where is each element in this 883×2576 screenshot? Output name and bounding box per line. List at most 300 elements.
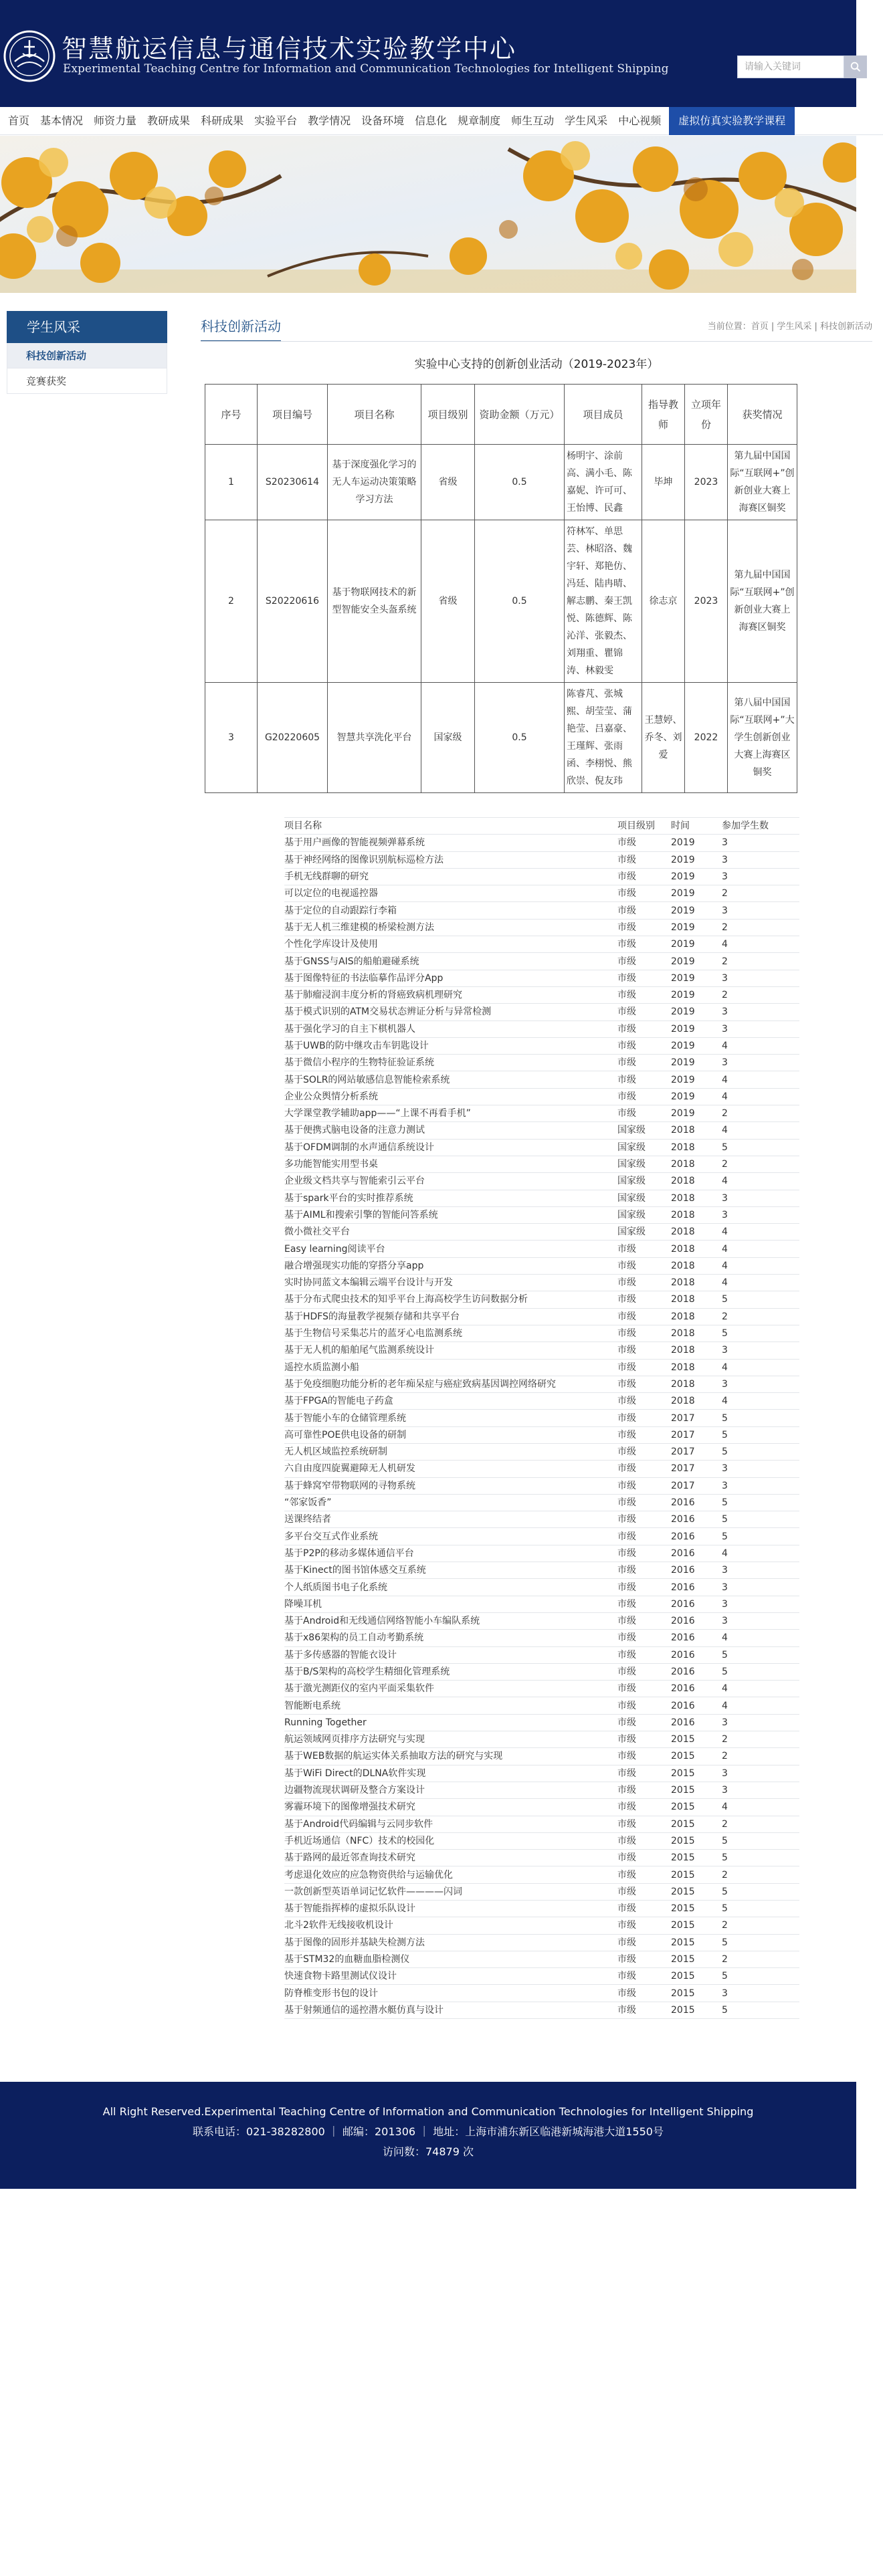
nav-item-equipment[interactable]: 设备环境: [361, 114, 405, 127]
list-project-name: 个人纸质图书电子化系统: [284, 1579, 617, 1596]
project-members: 陈睿芃、张城熙、胡莹莹、蒲艳莹、吕嘉豪、王瑾辉、张雨函、李栩悦、熊欣崇、倪友玮: [565, 683, 642, 793]
list-item: [284, 1037, 799, 1054]
list-item: [284, 1410, 799, 1426]
list-project-name: 基于UWB的防中继攻击车钥匙设计: [284, 1037, 617, 1054]
list-project-name: 基于WEB数据的航运实体关系抽取方法的研究与实现: [284, 1748, 617, 1765]
nav-item-overview[interactable]: 基本情况: [40, 114, 84, 127]
list-project-name: 基于STM32的血糖血脂检测仪: [284, 1951, 617, 1967]
row-number: 2: [205, 520, 258, 683]
list-year: 2015: [671, 1934, 722, 1951]
list-year: 2016: [671, 1646, 722, 1663]
list-year: 2018: [671, 1291, 722, 1308]
list-year: 2019: [671, 936, 722, 953]
list-project-level: 市级: [617, 1545, 671, 1562]
table-caption: 实验中心支持的创新创业活动（2019-2023年）: [414, 358, 659, 371]
project-name: 智慧共享洗化平台: [328, 683, 421, 793]
list-project-level: 市级: [617, 1004, 671, 1021]
list-col-header: 时间: [671, 818, 722, 835]
list-item: [284, 835, 799, 851]
list-project-level: 国家级: [617, 1139, 671, 1156]
list-student-count: 3: [722, 1055, 799, 1071]
nav-item-teaching-results[interactable]: 教研成果: [147, 114, 191, 127]
list-year: 2019: [671, 1037, 722, 1054]
list-student-count: 4: [722, 1071, 799, 1088]
advisor: 徐志京: [642, 520, 685, 683]
nav-item-virtual-courses[interactable]: 虚拟仿真实验教学课程: [669, 107, 795, 135]
list-project-level: 市级: [617, 1630, 671, 1646]
footer-contact: 联系电话：021-38282800 ｜ 邮编：201306 ｜ 地址：上海市浦东新区临港新城海港大道1550号: [193, 2125, 664, 2138]
list-project-name: 降噪耳机: [284, 1596, 617, 1612]
list-student-count: 5: [722, 2002, 799, 2018]
nav-item-home[interactable]: 首页: [8, 114, 30, 127]
list-item: [284, 1122, 799, 1139]
list-year: 2019: [671, 970, 722, 986]
sidebar-item-innovation[interactable]: 科技创新活动: [7, 343, 167, 368]
list-item: [284, 1816, 799, 1832]
footer-copyright: All Right Reserved.Experimental Teaching Centre of Information and Communication Technologies for Intelligent Shipping: [102, 2105, 754, 2118]
sidebar-item-awards[interactable]: 竞赛获奖: [7, 368, 167, 394]
list-project-level: 市级: [617, 1088, 671, 1105]
list-project-name: 基于神经网络的图像识别航标巡检方法: [284, 851, 617, 868]
list-item: [284, 1275, 799, 1291]
list-student-count: 3: [722, 1612, 799, 1629]
list-item: [284, 1426, 799, 1443]
list-student-count: 2: [722, 1748, 799, 1765]
list-project-level: 市级: [617, 1917, 671, 1934]
list-project-name: Easy learning阅读平台: [284, 1241, 617, 1257]
list-project-name: 基于便携式脑电设备的注意力测试: [284, 1122, 617, 1139]
list-student-count: 3: [722, 1579, 799, 1596]
table-row: [205, 445, 797, 520]
list-project-level: 市级: [617, 1055, 671, 1071]
list-project-level: 市级: [617, 1342, 671, 1359]
list-project-level: 市级: [617, 1968, 671, 1985]
list-student-count: 5: [722, 1850, 799, 1866]
list-project-name: 基于SOLR的网站敏感信息智能检索系统: [284, 1071, 617, 1088]
list-year: 2019: [671, 851, 722, 868]
list-student-count: 3: [722, 1985, 799, 2002]
list-student-count: 3: [722, 1782, 799, 1798]
col-header: 项目级别: [421, 385, 475, 445]
list-student-count: 3: [722, 1376, 799, 1392]
row-number: 3: [205, 683, 258, 793]
list-project-level: 市级: [617, 1021, 671, 1037]
list-project-name: 手机近场通信（NFC）技术的校园化: [284, 1832, 617, 1849]
list-col-header: 项目名称: [284, 818, 617, 835]
table-header-row: [205, 385, 797, 445]
list-item: [284, 902, 799, 919]
list-item: [284, 1088, 799, 1105]
list-student-count: 2: [722, 1308, 799, 1325]
list-item: [284, 1832, 799, 1849]
list-project-name: 基于分布式爬虫技术的知乎平台上海高校学生访问数据分析: [284, 1291, 617, 1308]
list-student-count: 4: [722, 1545, 799, 1562]
list-project-level: 市级: [617, 1579, 671, 1596]
list-student-count: 5: [722, 1901, 799, 1917]
list-year: 2019: [671, 1088, 722, 1105]
project-name: 基于深度强化学习的无人车运动决策策略学习方法: [328, 445, 421, 520]
list-student-count: 3: [722, 851, 799, 868]
funding-amount: 0.5: [475, 683, 565, 793]
list-item: [284, 1917, 799, 1934]
list-year: 2018: [671, 1122, 722, 1139]
list-year: 2017: [671, 1461, 722, 1477]
list-student-count: 5: [722, 1646, 799, 1663]
list-item: [284, 2002, 799, 2018]
list-project-name: 基于OFDM调制的水声通信系统设计: [284, 1139, 617, 1156]
list-student-count: 5: [722, 1511, 799, 1528]
list-project-name: Running Together: [284, 1714, 617, 1731]
list-student-count: 4: [722, 1275, 799, 1291]
search-button[interactable]: [844, 56, 867, 78]
list-project-level: 市级: [617, 1934, 671, 1951]
list-year: 2015: [671, 1866, 722, 1883]
list-project-name: 基于WiFi Direct的DLNA软件实现: [284, 1765, 617, 1782]
list-student-count: 3: [722, 835, 799, 851]
list-student-count: 5: [722, 1426, 799, 1443]
projects-table: [205, 384, 797, 793]
list-item: [284, 885, 799, 902]
page-title: 科技创新活动: [201, 316, 281, 342]
nav-item-informatization[interactable]: 信息化: [415, 114, 448, 127]
list-col-header: 参加学生数: [722, 818, 799, 835]
list-project-name: 送课终结者: [284, 1511, 617, 1528]
list-student-count: 5: [722, 1663, 799, 1680]
list-project-name: 基于多传感器的智能衣设计: [284, 1646, 617, 1663]
list-col-header: 项目级别: [617, 818, 671, 835]
ginkgo-banner: [0, 136, 856, 293]
col-header: 获奖情况: [728, 385, 797, 445]
list-item: [284, 1393, 799, 1410]
list-project-name: 企业级文档共享与智能索引云平台: [284, 1173, 617, 1190]
list-item: [284, 851, 799, 868]
list-project-level: 市级: [617, 1461, 671, 1477]
list-project-name: 雾霾环境下的图像增强技术研究: [284, 1799, 617, 1816]
list-project-level: 市级: [617, 1393, 671, 1410]
list-project-level: 市级: [617, 1257, 671, 1274]
list-year: 2018: [671, 1206, 722, 1223]
footer-visits: 访问数：74879 次: [383, 2145, 474, 2158]
list-year: 2018: [671, 1173, 722, 1190]
list-student-count: 4: [722, 1224, 799, 1241]
site-header: [0, 0, 856, 107]
list-year: 2016: [671, 1528, 722, 1545]
list-item: [284, 1190, 799, 1206]
list-year: 2018: [671, 1190, 722, 1206]
list-item: [284, 1901, 799, 1917]
list-year: 2015: [671, 1968, 722, 1985]
list-student-count: 2: [722, 1951, 799, 1967]
col-header: 序号: [205, 385, 258, 445]
list-project-name: 基于B/S架构的高校学生精细化管理系统: [284, 1663, 617, 1680]
list-year: 2017: [671, 1426, 722, 1443]
project-year: 2023: [685, 520, 728, 683]
list-project-level: 市级: [617, 1410, 671, 1426]
list-project-level: 国家级: [617, 1156, 671, 1172]
list-project-level: 市级: [617, 1359, 671, 1376]
col-header: 指导教师: [642, 385, 685, 445]
list-project-name: 可以定位的电视遥控器: [284, 885, 617, 902]
list-project-name: 手机无线群聊的研究: [284, 868, 617, 885]
list-year: 2018: [671, 1325, 722, 1341]
list-project-level: 市级: [617, 1511, 671, 1528]
list-year: 2015: [671, 2002, 722, 2018]
list-header-row: [284, 818, 799, 835]
award: 第九届中国国际“互联网+”创新创业大赛上海赛区铜奖: [728, 520, 797, 683]
list-project-level: 市级: [617, 953, 671, 970]
list-year: 2019: [671, 919, 722, 936]
list-student-count: 4: [722, 1359, 799, 1376]
list-year: 2016: [671, 1545, 722, 1562]
project-code: S20220616: [258, 520, 328, 683]
list-item: [284, 1579, 799, 1596]
list-student-count: 4: [722, 1697, 799, 1714]
list-item: [284, 1325, 799, 1341]
list-project-name: 边疆物流现状调研及整合方案设计: [284, 1782, 617, 1798]
nav-item-regulations[interactable]: 规章制度: [458, 114, 501, 127]
project-members: 杨明宇、涂前高、满小毛、陈嘉妮、许可可、王怡博、民鑫: [565, 445, 642, 520]
nav-item-teaching[interactable]: 教学情况: [308, 114, 351, 127]
list-project-level: 市级: [617, 1426, 671, 1443]
project-level: 国家级: [421, 683, 475, 793]
list-item: [284, 1731, 799, 1748]
col-header: 资助金额（万元）: [475, 385, 565, 445]
list-student-count: 2: [722, 1917, 799, 1934]
list-project-level: 市级: [617, 1105, 671, 1122]
list-student-count: 3: [722, 1562, 799, 1579]
list-student-count: 5: [722, 1832, 799, 1849]
list-project-name: 基于FPGA的智能电子药盒: [284, 1393, 617, 1410]
list-year: 2015: [671, 1782, 722, 1798]
list-item: [284, 1545, 799, 1562]
breadcrumb: 当前位置：首页 | 学生风采 | 科技创新活动: [707, 322, 872, 332]
project-year: 2023: [685, 445, 728, 520]
list-student-count: 5: [722, 1291, 799, 1308]
list-year: 2015: [671, 1731, 722, 1748]
list-student-count: 2: [722, 919, 799, 936]
site-footer: [0, 2082, 856, 2189]
list-student-count: 4: [722, 936, 799, 953]
list-student-count: 5: [722, 1883, 799, 1900]
list-year: 2018: [671, 1359, 722, 1376]
list-student-count: 2: [722, 953, 799, 970]
list-student-count: 4: [722, 1393, 799, 1410]
list-project-level: 市级: [617, 1646, 671, 1663]
list-student-count: 4: [722, 1799, 799, 1816]
list-project-level: 市级: [617, 1275, 671, 1291]
list-item: [284, 1257, 799, 1274]
list-project-name: 北斗2软件无线接收机设计: [284, 1917, 617, 1934]
list-student-count: 3: [722, 1596, 799, 1612]
list-project-level: 市级: [617, 1901, 671, 1917]
list-item: [284, 868, 799, 885]
list-item: [284, 986, 799, 1003]
list-project-level: 市级: [617, 1037, 671, 1054]
list-project-level: 市级: [617, 1477, 671, 1494]
nav-item-faculty[interactable]: 师资力量: [94, 114, 137, 127]
list-year: 2016: [671, 1596, 722, 1612]
list-student-count: 2: [722, 986, 799, 1003]
list-item: [284, 1359, 799, 1376]
list-project-level: 市级: [617, 986, 671, 1003]
list-year: 2016: [671, 1697, 722, 1714]
list-project-name: 基于生物信号采集芯片的蓝牙心电监测系统: [284, 1325, 617, 1341]
list-project-name: 高可靠性POE供电设备的研制: [284, 1426, 617, 1443]
list-student-count: 3: [722, 1004, 799, 1021]
university-emblem-icon[interactable]: [3, 27, 56, 86]
list-student-count: 5: [722, 1934, 799, 1951]
list-item: [284, 1562, 799, 1579]
list-student-count: 5: [722, 1528, 799, 1545]
list-project-name: 基于强化学习的自主下棋机器人: [284, 1021, 617, 1037]
list-year: 2016: [671, 1579, 722, 1596]
list-item: [284, 1461, 799, 1477]
list-student-count: 3: [722, 1206, 799, 1223]
list-year: 2019: [671, 1071, 722, 1088]
list-year: 2018: [671, 1376, 722, 1392]
list-project-level: 市级: [617, 919, 671, 936]
list-student-count: 2: [722, 1816, 799, 1832]
list-project-level: 市级: [617, 1816, 671, 1832]
list-project-name: 基于路网的最近邻查询技术研究: [284, 1850, 617, 1866]
list-item: [284, 1883, 799, 1900]
list-project-name: 基于无人机三维建模的桥梁检测方法: [284, 919, 617, 936]
list-project-level: 市级: [617, 868, 671, 885]
site-title-en: Experimental Teaching Centre for Information and Communication Technologies for Intelligent Shipping: [63, 62, 669, 76]
list-year: 2019: [671, 1004, 722, 1021]
list-project-level: 市级: [617, 1731, 671, 1748]
funding-amount: 0.5: [475, 445, 565, 520]
list-year: 2018: [671, 1275, 722, 1291]
list-project-name: 基于定位的自动跟踪行李箱: [284, 902, 617, 919]
list-project-level: 市级: [617, 1697, 671, 1714]
nav-item-interaction[interactable]: 师生互动: [511, 114, 555, 127]
nav-item-platform[interactable]: 实验平台: [254, 114, 298, 127]
list-project-name: 一款创新型英语单词记忆软件————闪词: [284, 1883, 617, 1900]
list-item: [284, 1241, 799, 1257]
list-year: 2019: [671, 902, 722, 919]
list-item: [284, 1951, 799, 1967]
list-student-count: 3: [722, 1714, 799, 1731]
list-year: 2018: [671, 1393, 722, 1410]
list-year: 2019: [671, 885, 722, 902]
advisor: 毕坤: [642, 445, 685, 520]
list-project-level: 国家级: [617, 1173, 671, 1190]
list-item: [284, 1308, 799, 1325]
list-project-name: 基于免疫细胞功能分析的老年痴呆症与癌症致病基因调控网络研究: [284, 1376, 617, 1392]
list-item: [284, 1612, 799, 1629]
list-project-name: 智能断电系统: [284, 1697, 617, 1714]
list-project-level: 市级: [617, 970, 671, 986]
list-project-level: 市级: [617, 936, 671, 953]
list-year: 2015: [671, 1901, 722, 1917]
list-item: [284, 1596, 799, 1612]
list-project-name: 基于GNSS与AIS的船舶避碰系统: [284, 953, 617, 970]
activities-list-table: [284, 817, 799, 2019]
list-year: 2015: [671, 1748, 722, 1765]
list-item: [284, 1630, 799, 1646]
list-year: 2019: [671, 953, 722, 970]
list-item: [284, 1799, 799, 1816]
list-item: [284, 1342, 799, 1359]
list-item: [284, 1528, 799, 1545]
list-project-name: 多功能智能实用型书桌: [284, 1156, 617, 1172]
advisor: 王慧婷、乔冬、刘爱: [642, 683, 685, 793]
list-year: 2015: [671, 1985, 722, 2002]
list-student-count: 2: [722, 1156, 799, 1172]
list-project-level: 市级: [617, 1765, 671, 1782]
list-project-level: 市级: [617, 885, 671, 902]
nav-item-video[interactable]: 中心视频: [618, 114, 662, 127]
list-year: 2015: [671, 1951, 722, 1967]
list-project-name: 基于P2P的移动多媒体通信平台: [284, 1545, 617, 1562]
list-year: 2019: [671, 986, 722, 1003]
list-project-name: 企业公众舆情分析系统: [284, 1088, 617, 1105]
list-year: 2015: [671, 1850, 722, 1866]
list-project-level: 市级: [617, 1443, 671, 1460]
table-row: [205, 520, 797, 683]
list-project-name: 基于图像特征的书法临摹作品评分App: [284, 970, 617, 986]
list-project-level: 市级: [617, 1883, 671, 1900]
nav-item-students[interactable]: 学生风采: [565, 114, 608, 127]
list-student-count: 2: [722, 1105, 799, 1122]
list-item: [284, 1071, 799, 1088]
list-project-level: 市级: [617, 1071, 671, 1088]
list-project-level: 市级: [617, 1866, 671, 1883]
list-student-count: 4: [722, 1173, 799, 1190]
search-icon: [850, 62, 861, 72]
main-nav: [0, 107, 883, 135]
list-student-count: 4: [722, 1088, 799, 1105]
list-project-level: 市级: [617, 2002, 671, 2018]
nav-item-research-results[interactable]: 科研成果: [201, 114, 244, 127]
list-project-name: 基于Kinect的图书馆体感交互系统: [284, 1562, 617, 1579]
list-year: 2018: [671, 1241, 722, 1257]
list-project-level: 市级: [617, 1985, 671, 2002]
list-item: [284, 1765, 799, 1782]
list-project-level: 国家级: [617, 1224, 671, 1241]
list-project-level: 市级: [617, 1850, 671, 1866]
list-item: [284, 1139, 799, 1156]
list-project-name: 多平台交互式作业系统: [284, 1528, 617, 1545]
list-item: [284, 1004, 799, 1021]
list-project-level: 市级: [617, 835, 671, 851]
list-year: 2016: [671, 1612, 722, 1629]
list-year: 2015: [671, 1832, 722, 1849]
list-year: 2017: [671, 1443, 722, 1460]
list-item: [284, 1866, 799, 1883]
list-project-level: 市级: [617, 1951, 671, 1967]
project-level: 省级: [421, 520, 475, 683]
list-project-level: 市级: [617, 1596, 671, 1612]
list-item: [284, 1663, 799, 1680]
site-title-cn: 智慧航运信息与通信技术实验教学中心: [62, 34, 517, 64]
list-project-level: 市级: [617, 1562, 671, 1579]
list-project-level: 国家级: [617, 1190, 671, 1206]
list-project-name: 基于无人机的船舶尾气监测系统设计: [284, 1342, 617, 1359]
search-input[interactable]: 请输入关键词: [737, 56, 844, 78]
list-item: [284, 1477, 799, 1494]
list-item: [284, 919, 799, 936]
list-item: [284, 1021, 799, 1037]
list-item: [284, 1206, 799, 1223]
list-year: 2015: [671, 1765, 722, 1782]
list-student-count: 4: [722, 1630, 799, 1646]
list-student-count: 5: [722, 1410, 799, 1426]
list-year: 2016: [671, 1511, 722, 1528]
list-project-name: 基于激光测距仪的室内平面采集软件: [284, 1681, 617, 1697]
list-item: [284, 1494, 799, 1511]
